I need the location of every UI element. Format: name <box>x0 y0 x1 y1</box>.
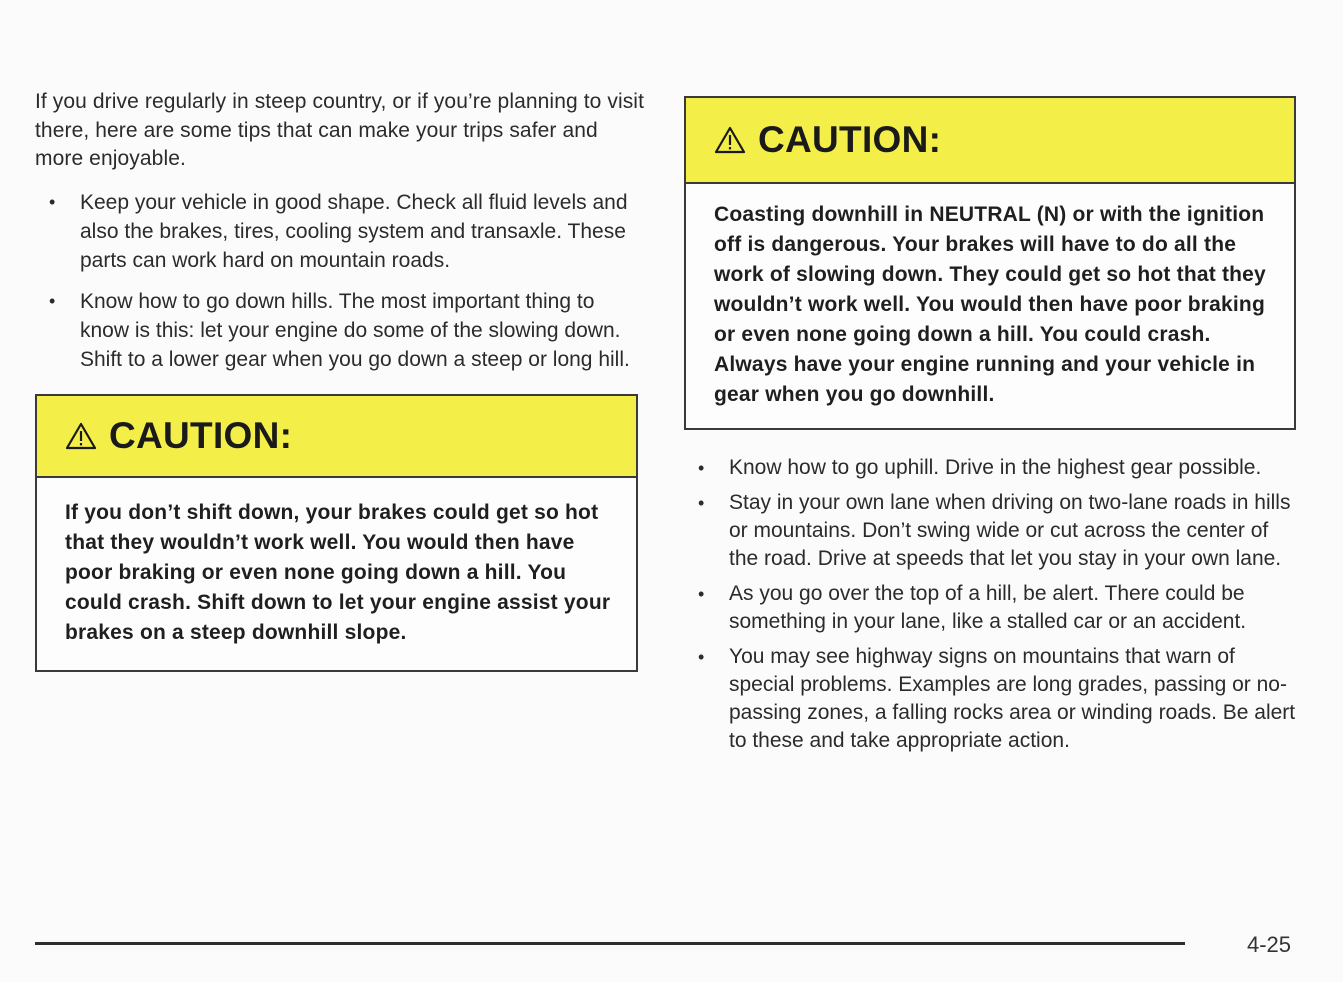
list-item <box>35 188 645 275</box>
caution-body: Coasting downhill in NEUTRAL (N) or with the ignition off is dangerous. Your brakes will have to do all the work of slowing down. They could get so hot that they wouldn’t work well. You would then have poor braking or even none going down a hill. You could crash. Always have your engine running and your vehicle in gear when you go downhill. <box>714 203 1266 406</box>
bullet-icon: • <box>49 290 56 311</box>
right-bullet-list <box>684 454 1296 755</box>
caution-body: If you don’t shift down, your brakes could get so hot that they wouldn’t work well. You would then have poor braking or even none going down a hill. You could crash. Shift down to let your engine assist your brakes on a steep downhill slope. <box>65 500 611 644</box>
caution-header <box>686 98 1294 184</box>
list-item-text: Know how to go down hills. The most important thing to know is this: let your engine do some of the slowing down. Shift to a lower gear when you go down a steep or long hill. <box>80 289 630 371</box>
list-item <box>684 643 1296 755</box>
left-column <box>35 88 645 672</box>
caution-box-coasting <box>684 96 1296 430</box>
list-item <box>684 454 1296 482</box>
intro-paragraph: If you drive regularly in steep country, or if you’re planning to visit there, here are some tips that can make your trips safer and more enjoyable. <box>35 90 645 170</box>
left-bullet-list <box>35 188 645 374</box>
list-item-text: You may see highway signs on mountains that warn of special problems. Examples are long grades, passing or no-passing zones, a falling rocks area or winding roads. Be alert to these and take appropriate action. <box>729 645 1296 752</box>
bullet-icon: • <box>698 493 705 513</box>
warning-triangle-icon <box>714 126 746 154</box>
list-item-text: Stay in your own lane when driving on two-lane roads in hills or mountains. Don’t swing wide or cut across the center of the road. Drive at speeds that let you stay in your own lane. <box>729 491 1291 570</box>
footer-divider <box>35 942 1185 945</box>
page-number: 4-25 <box>1247 932 1292 957</box>
bullet-icon: • <box>698 647 705 667</box>
bullet-icon: • <box>698 584 705 604</box>
list-item-text: As you go over the top of a hill, be alert. There could be something in your lane, like a stalled car or an accident. <box>729 582 1247 633</box>
list-item-text: Know how to go uphill. Drive in the highest gear possible. <box>729 456 1262 479</box>
list-item <box>684 489 1296 573</box>
caution-box-downshift <box>35 394 638 672</box>
bullet-icon: • <box>49 191 56 212</box>
list-item <box>35 287 645 374</box>
caution-title: CAUTION: <box>109 414 293 456</box>
warning-triangle-icon <box>65 422 97 450</box>
bullet-icon: • <box>698 458 705 478</box>
list-item-text: Keep your vehicle in good shape. Check all fluid levels and also the brakes, tires, cooling system and transaxle. These parts can work hard on mountain roads. <box>80 190 628 272</box>
list-item <box>684 580 1296 636</box>
right-column <box>684 96 1296 762</box>
caution-title: CAUTION: <box>758 119 942 160</box>
caution-header <box>37 396 636 478</box>
